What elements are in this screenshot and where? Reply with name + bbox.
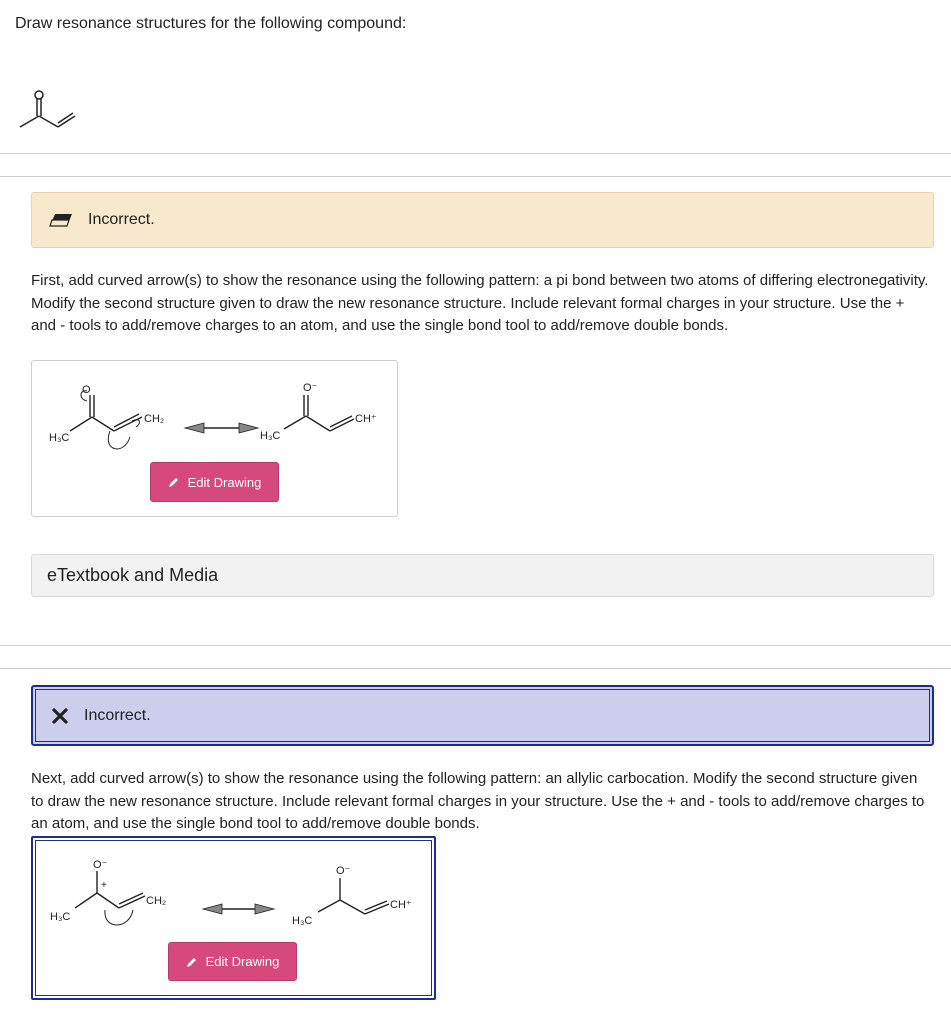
- feedback-label: Incorrect.: [84, 706, 151, 724]
- etextbook-label: eTextbook and Media: [47, 565, 219, 585]
- x-mark-icon: [51, 706, 69, 726]
- atom-label: O⁻: [303, 382, 318, 394]
- feedback-label: Incorrect.: [88, 211, 155, 228]
- atom-label: O⁻: [336, 865, 351, 877]
- resonance-arrow-icon: [185, 423, 258, 433]
- resonance-drawing: [32, 361, 399, 461]
- instructions-text: Next, add curved arrow(s) to show the resonance using the following pattern: an allylic carbocation. Modify the second structure given to draw the new resonance structure. Include relevant formal charges in your structure. Use the + and - tools to add/remove charges to an atom, and use the single bond tool to add/remove double bonds.: [31, 770, 925, 832]
- incorrect-feedback-banner: [31, 685, 934, 746]
- atom-label: CH₂: [144, 413, 165, 425]
- question-title: Draw resonance structures for the following compound:: [15, 15, 407, 32]
- edit-drawing-label: Edit Drawing: [187, 474, 262, 490]
- incorrect-feedback-banner: [31, 192, 934, 248]
- edit-drawing-button[interactable]: [150, 462, 279, 502]
- atom-label: H₃C: [292, 915, 313, 927]
- atom-label: O: [82, 384, 91, 396]
- eraser-icon: [48, 210, 74, 230]
- etextbook-media-panel[interactable]: [31, 554, 934, 597]
- pencil-icon: [168, 476, 180, 488]
- atom-label: CH₂: [146, 895, 167, 907]
- atom-label: CH⁺: [390, 899, 412, 911]
- atom-label: H₃C: [260, 430, 281, 442]
- divider: [0, 668, 951, 669]
- atom-label: H₃C: [49, 432, 70, 444]
- pencil-icon: [186, 956, 198, 968]
- resonance-arrow-icon: [203, 904, 274, 914]
- edit-drawing-label: Edit Drawing: [205, 954, 280, 969]
- edit-drawing-button[interactable]: [168, 942, 297, 981]
- atom-label: H₃C: [50, 911, 71, 923]
- atom-label: O⁻: [93, 859, 108, 871]
- resonance-drawing: [33, 838, 433, 943]
- divider: [0, 176, 951, 177]
- compound-structure-icon: [14, 86, 84, 136]
- divider: [0, 153, 951, 154]
- instructions-text: First, add curved arrow(s) to show the resonance using the following pattern: a pi bond between two atoms of differing electronegativity. Modify the second structure given to draw the new resonance structure. Include relevant formal charges in your structure. Use the + and - tools to add/remove charges to an atom, and use the single bond tool to add/remove double bonds.: [31, 272, 929, 334]
- atom-label: CH⁺: [355, 413, 377, 425]
- divider: [0, 645, 951, 646]
- atom-label: +: [101, 880, 107, 891]
